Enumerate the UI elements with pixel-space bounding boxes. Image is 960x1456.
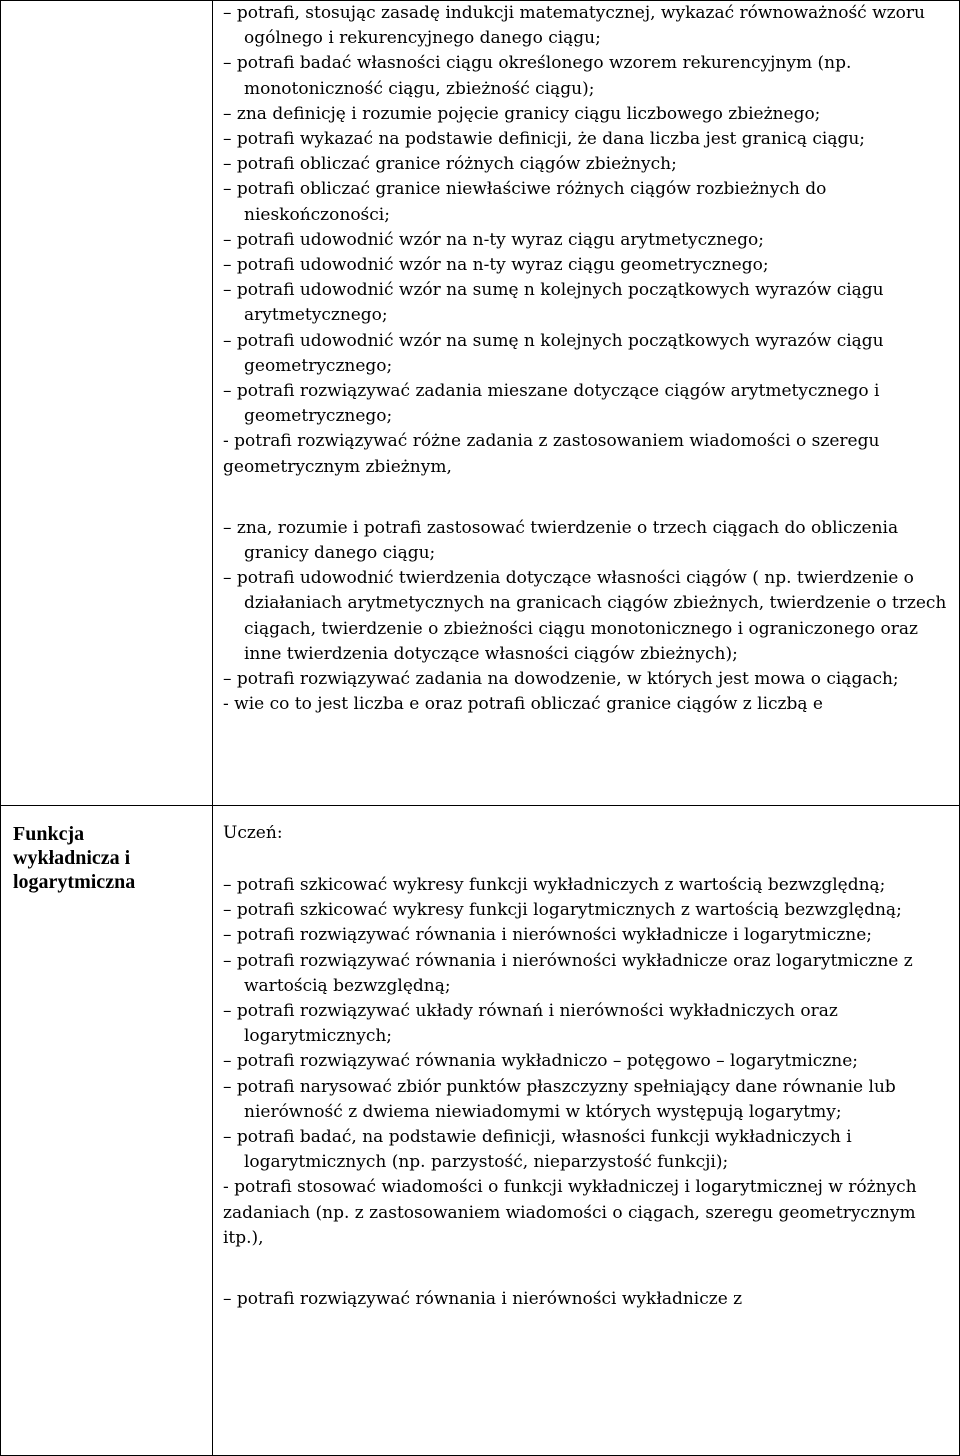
list-item: - wie co to jest liczba e oraz potrafi obliczać granice ciągów z liczbą e bbox=[223, 694, 823, 715]
list-item: – zna definicję i rozumie pojęcie granicy ciągu liczbowego zbieżnego; bbox=[223, 103, 821, 124]
list-item: – potrafi narysować zbiór punktów płaszczyzny spełniający dane równanie lub nierówność z dwiema niewiadomymi w których występują logarytmy; bbox=[223, 1076, 896, 1122]
list-item: – potrafi rozwiązywać zadania na dowodzenie, w których jest mowa o ciągach; bbox=[223, 669, 899, 690]
list-item: – potrafi udowodnić wzór na n-ty wyraz ciągu geometrycznego; bbox=[223, 255, 769, 276]
list-item: – potrafi rozwiązywać równania wykładniczo – potęgowo – logarytmiczne; bbox=[223, 1051, 859, 1072]
table-row bbox=[1, 806, 960, 1456]
list-item: – potrafi obliczać granice niewłaściwe różnych ciągów rozbieżnych do nieskończoności; bbox=[223, 179, 827, 225]
list-item: – potrafi, stosując zasadę indukcji matematycznej, wykazać równoważność wzoru ogólnego i rekurencyjnego danego ciągu; bbox=[223, 3, 925, 49]
topic-title bbox=[1, 806, 212, 894]
list-item: – potrafi rozwiązywać zadania mieszane dotyczące ciągów arytmetycznego i geometrycznego; bbox=[223, 381, 880, 427]
requirements-cell bbox=[213, 1, 960, 806]
list-item: – potrafi szkicować wykresy funkcji logarytmicznych z wartością bezwzględną; bbox=[223, 900, 902, 921]
requirements-list bbox=[213, 806, 959, 1312]
topic-line: Funkcja bbox=[13, 823, 85, 845]
list-item: – potrafi rozwiązywać układy równań i nierówności wykładniczych oraz logarytmicznych; bbox=[223, 1001, 838, 1047]
list-item: – potrafi rozwiązywać równania i nierówności wykładnicze z bbox=[223, 1289, 743, 1310]
topic-cell-empty bbox=[1, 1, 213, 806]
list-item: - potrafi stosować wiadomości o funkcji wykładniczej i logarytmicznej w różnych zadaniach (np. z zastosowaniem wiadomości o ciągach, szeregu geometrycznym itp.), bbox=[223, 1177, 917, 1248]
list-item: - potrafi rozwiązywać różne zadania z zastosowaniem wiadomości o szeregu geometrycznym zbieżnym, bbox=[223, 431, 880, 477]
student-label: Uczeń: bbox=[223, 823, 283, 843]
topic-cell bbox=[1, 806, 213, 1456]
list-item: – potrafi udowodnić wzór na sumę n kolejnych początkowych wyrazów ciągu arytmetycznego; bbox=[223, 280, 884, 326]
list-item: – potrafi rozwiązywać równania i nierówności wykładnicze oraz logarytmiczne z wartością bezwzględną; bbox=[223, 950, 913, 996]
topic-line: wykładnicza i bbox=[13, 847, 131, 869]
list-item: – potrafi szkicować wykresy funkcji wykładniczych z wartością bezwzględną; bbox=[223, 875, 886, 895]
list-item: – zna, rozumie i potrafi zastosować twierdzenie o trzech ciągach do obliczenia granicy danego ciągu; bbox=[223, 517, 899, 564]
topic-line: logarytmiczna bbox=[13, 871, 136, 893]
table-row bbox=[1, 1, 960, 806]
list-item: – potrafi wykazać na podstawie definicji, że dana liczba jest granicą ciągu; bbox=[223, 129, 866, 150]
list-item: – potrafi udowodnić twierdzenia dotyczące własności ciągów ( np. twierdzenie o działaniach arytmetycznych na granicach ciągów zbieżnych, twierdzenie o trzech ciągach, twierdzenie o zbieżności ciągu monotonicznego i ograniczonego oraz inne twierdzenia dotyczące własności ciągów zbieżnych); bbox=[223, 568, 947, 664]
requirements-cell bbox=[213, 806, 960, 1456]
list-item: – potrafi badać, na podstawie definicji, własności funkcji wykładniczych i logarytmicznych (np. parzystość, nieparzystość funkcji); bbox=[223, 1127, 852, 1173]
list-item: – potrafi badać własności ciągu określonego wzorem rekurencyjnym (np. monotoniczność ciągu, zbieżność ciągu); bbox=[223, 53, 852, 99]
list-item: – potrafi rozwiązywać równania i nierówności wykładnicze i logarytmiczne; bbox=[223, 925, 873, 946]
list-item: – potrafi udowodnić wzór na sumę n kolejnych początkowych wyrazów ciągu geometrycznego; bbox=[223, 330, 884, 376]
requirements-list bbox=[213, 1, 959, 717]
list-item: – potrafi obliczać granice różnych ciągów zbieżnych; bbox=[223, 154, 677, 175]
list-item: – potrafi udowodnić wzór na n-ty wyraz ciągu arytmetycznego; bbox=[223, 229, 764, 250]
